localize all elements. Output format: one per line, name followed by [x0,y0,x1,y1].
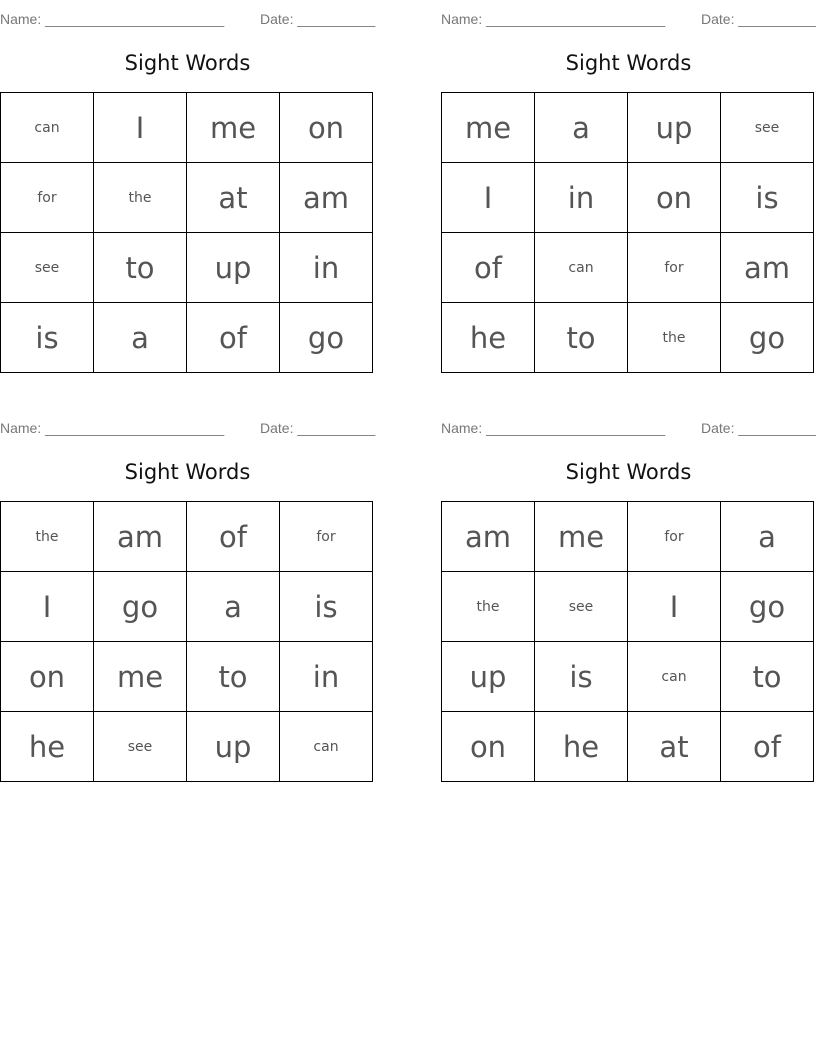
word-cell: me [94,642,187,712]
word-cell: for [628,502,721,572]
word-cell: to [94,233,187,303]
word-cell: to [187,642,280,712]
word-grid [0,92,373,373]
bingo-card [0,418,376,764]
word-cell: for [280,502,373,572]
card-title: Sight Words [124,51,251,75]
word-cell: up [187,233,280,303]
word-cell: at [187,163,280,233]
grid-row [1,642,373,712]
word-cell: he [535,712,628,782]
word-cell: a [535,93,628,163]
word-cell: of [442,233,535,303]
word-cell: of [187,303,280,373]
word-cell: up [628,93,721,163]
word-cell: a [187,572,280,642]
bingo-card [441,418,816,764]
word-cell: the [94,163,187,233]
word-cell: a [721,502,814,572]
card-header [441,420,816,438]
word-cell: is [721,163,814,233]
word-cell: in [280,642,373,712]
word-cell: can [535,233,628,303]
grid-row [1,712,373,782]
word-cell: go [721,303,814,373]
word-cell: I [628,572,721,642]
word-cell: me [535,502,628,572]
grid-row [442,502,814,572]
grid-row [1,502,373,572]
word-cell: me [187,93,280,163]
grid-row [1,163,373,233]
word-cell: he [1,712,94,782]
word-cell: can [628,642,721,712]
word-cell: the [1,502,94,572]
word-cell: in [280,233,373,303]
word-cell: on [628,163,721,233]
grid-row [442,233,814,303]
grid-row [442,303,814,373]
word-cell: me [442,93,535,163]
word-cell: in [535,163,628,233]
word-cell: am [94,502,187,572]
word-grid [0,501,373,782]
grid-row [442,642,814,712]
grid-row [1,93,373,163]
word-cell: I [1,572,94,642]
word-grid [441,92,814,373]
word-cell: see [94,712,187,782]
date-field: Date: __________ [701,11,816,27]
word-grid [441,501,814,782]
word-cell: at [628,712,721,782]
word-cell: of [721,712,814,782]
word-cell: the [628,303,721,373]
word-cell: I [442,163,535,233]
date-field: Date: __________ [701,420,816,436]
word-cell: see [535,572,628,642]
word-cell: is [535,642,628,712]
word-cell: of [187,502,280,572]
word-cell: on [280,93,373,163]
word-cell: see [1,233,94,303]
word-cell: can [1,93,94,163]
grid-row [442,712,814,782]
word-cell: the [442,572,535,642]
word-cell: up [187,712,280,782]
word-cell: he [442,303,535,373]
word-cell: go [721,572,814,642]
word-cell: am [442,502,535,572]
word-cell: I [94,93,187,163]
word-cell: for [1,163,94,233]
word-cell: see [721,93,814,163]
grid-row [442,93,814,163]
grid-row [442,572,814,642]
name-field: Name: _______________________ [0,11,225,27]
date-field: Date: __________ [260,11,376,27]
word-cell: to [535,303,628,373]
word-cell: on [1,642,94,712]
word-cell: to [721,642,814,712]
word-cell: for [628,233,721,303]
word-cell: am [721,233,814,303]
bingo-card [0,9,376,355]
card-title: Sight Words [565,51,692,75]
grid-row [442,163,814,233]
name-field: Name: _______________________ [441,11,666,27]
name-field: Name: _______________________ [441,420,666,436]
card-header [0,11,375,29]
word-cell: can [280,712,373,782]
card-title: Sight Words [124,460,251,484]
word-cell: a [94,303,187,373]
grid-row [1,572,373,642]
word-cell: is [1,303,94,373]
date-field: Date: __________ [260,420,376,436]
card-header [0,420,375,438]
word-cell: up [442,642,535,712]
card-title: Sight Words [565,460,692,484]
name-field: Name: _______________________ [0,420,225,436]
grid-row [1,233,373,303]
word-cell: am [280,163,373,233]
word-cell: go [94,572,187,642]
word-cell: go [280,303,373,373]
grid-row [1,303,373,373]
word-cell: on [442,712,535,782]
card-header [441,11,816,29]
bingo-card [441,9,816,355]
word-cell: is [280,572,373,642]
